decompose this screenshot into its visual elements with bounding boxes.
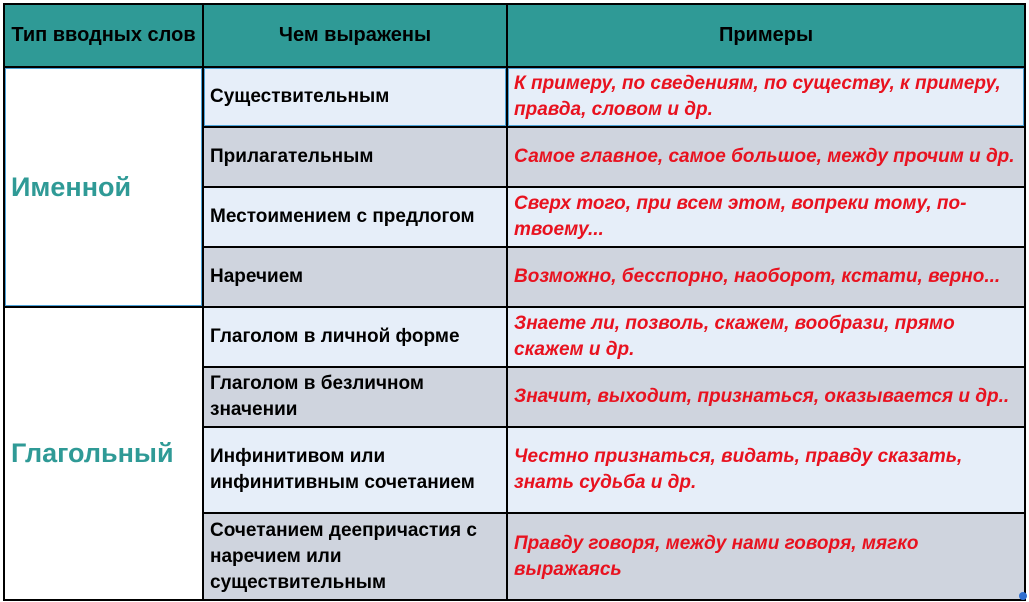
resize-handle-icon[interactable] — [1019, 592, 1027, 600]
expressed-cell[interactable]: Местоимением с предлогом — [203, 187, 507, 247]
expressed-cell[interactable]: Глаголом в личной форме — [203, 307, 507, 367]
table-row — [4, 67, 1025, 127]
type-verbal: Глагольный — [4, 307, 203, 600]
examples-cell[interactable]: К примеру, по сведениям, по существу, к примеру, правда, словом и др. — [507, 67, 1025, 127]
intro-words-table — [3, 3, 1026, 601]
expressed-cell[interactable]: Инфинитивом или инфинитивным сочетанием — [203, 427, 507, 513]
examples-cell[interactable]: Значит, выходит, признаться, оказывается и др.. — [507, 367, 1025, 427]
header-type: Тип вводных слов — [4, 4, 203, 67]
expressed-cell[interactable]: Наречием — [203, 247, 507, 307]
header-examples: Примеры — [507, 4, 1025, 67]
examples-cell[interactable]: Знаете ли, позволь, скажем, вообрази, прямо скажем и др. — [507, 307, 1025, 367]
examples-cell[interactable]: Сверх того, при всем этом, вопреки тому, по-твоему... — [507, 187, 1025, 247]
examples-cell[interactable]: Честно признаться, видать, правду сказать, знать судьба и др. — [507, 427, 1025, 513]
header-expressed: Чем выражены — [203, 4, 507, 67]
table-row — [4, 307, 1025, 367]
examples-cell[interactable]: Правду говоря, между нами говоря, мягко выражаясь — [507, 513, 1025, 600]
examples-cell[interactable]: Самое главное, самое большое, между прочим и др. — [507, 127, 1025, 187]
expressed-cell[interactable]: Существительным — [203, 67, 507, 127]
expressed-cell[interactable]: Прилагательным — [203, 127, 507, 187]
expressed-cell[interactable]: Глаголом в безличном значении — [203, 367, 507, 427]
examples-cell[interactable]: Возможно, бесспорно, наоборот, кстати, верно... — [507, 247, 1025, 307]
table-header-row — [4, 4, 1025, 67]
expressed-cell[interactable]: Сочетанием деепричастия с наречием или существительным — [203, 513, 507, 600]
type-nominal: Именной — [4, 67, 203, 307]
